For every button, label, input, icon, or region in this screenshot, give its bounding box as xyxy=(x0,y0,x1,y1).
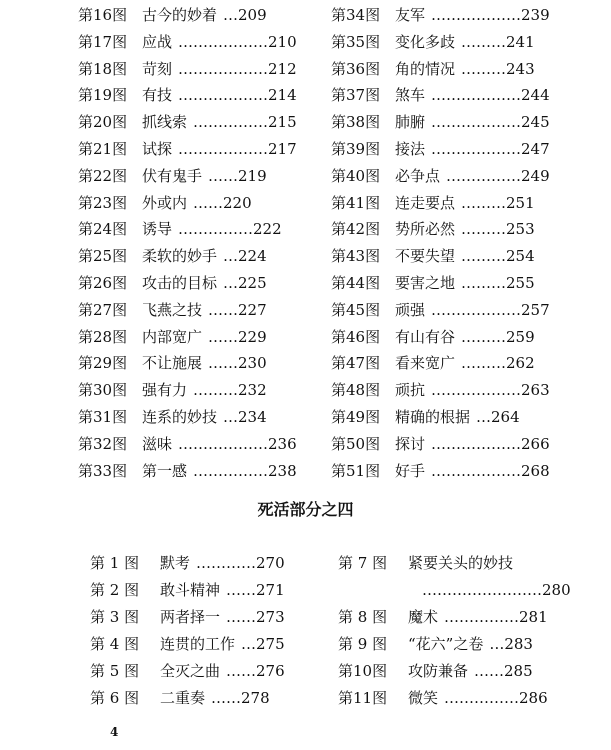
page-number-ref: 247 xyxy=(521,139,550,158)
toc-entry xyxy=(331,56,550,83)
figure-number: 第41图 xyxy=(331,193,381,212)
toc-entry xyxy=(331,270,550,297)
figure-title: 有山有谷 xyxy=(395,327,456,346)
figure-number: 第21图 xyxy=(78,139,128,158)
leader-dots: …… xyxy=(208,327,239,346)
figure-title: 敢斗精神 xyxy=(160,581,221,599)
figure-title: 魔术 xyxy=(408,608,439,626)
figure-title: 要害之地 xyxy=(395,273,456,292)
page-number-ref: 236 xyxy=(268,434,297,453)
toc-entry xyxy=(78,270,297,297)
leader-dots: ……………… xyxy=(431,86,522,105)
figure-number: 第 7 图 xyxy=(338,554,388,572)
toc-entry xyxy=(331,431,550,458)
figure-number: 第50图 xyxy=(331,434,381,453)
figure-number: 第51图 xyxy=(331,461,381,480)
figure-number: 第 1 图 xyxy=(90,554,140,572)
leader-dots: ……… xyxy=(461,273,507,292)
figure-number: 第39图 xyxy=(331,139,381,158)
page-number-ref: 249 xyxy=(521,166,550,185)
leader-dots: ……………… xyxy=(178,434,269,453)
page-number-ref: 254 xyxy=(506,247,535,266)
figure-title: 柔软的妙手 xyxy=(142,247,218,266)
toc-column-left xyxy=(78,2,297,484)
page-number-ref: 280 xyxy=(542,581,571,599)
figure-title: 势所必然 xyxy=(395,220,456,239)
figure-title: 飞燕之技 xyxy=(142,300,203,319)
figure-title: 攻防兼备 xyxy=(408,662,469,680)
figure-number: 第47图 xyxy=(331,354,381,373)
figure-title: 顽抗 xyxy=(395,381,426,400)
toc-entry xyxy=(331,109,550,136)
leader-dots: …… xyxy=(208,354,239,373)
figure-title: 煞车 xyxy=(395,86,426,105)
leader-dots: ……………… xyxy=(431,381,522,400)
page-number-ref: 229 xyxy=(238,327,267,346)
page-number-ref: 220 xyxy=(223,193,252,212)
toc-entry xyxy=(338,658,571,685)
toc-entry xyxy=(90,550,285,577)
leader-dots: …………… xyxy=(444,689,520,707)
leader-dots: ……………… xyxy=(431,139,522,158)
figure-title: 默考 xyxy=(160,554,191,572)
leader-dots: ……… xyxy=(461,193,507,212)
figure-title: 接法 xyxy=(395,139,426,158)
leader-dots: …………………… xyxy=(422,581,542,599)
figure-number: 第46图 xyxy=(331,327,381,346)
leader-dots: … xyxy=(223,247,239,266)
toc-entry xyxy=(331,377,550,404)
figure-title: 探讨 xyxy=(395,434,426,453)
leader-dots: ……… xyxy=(461,247,507,266)
page-number-ref: 245 xyxy=(521,113,550,132)
page-number-ref: 281 xyxy=(519,608,548,626)
toc-entry xyxy=(90,658,285,685)
figure-title: 连贯的工作 xyxy=(160,635,236,653)
figure-number: 第40图 xyxy=(331,166,381,185)
leader-dots: … xyxy=(223,273,239,292)
page-number-ref: 219 xyxy=(238,166,267,185)
page-number-ref: 286 xyxy=(519,689,548,707)
figure-title: 两者择一 xyxy=(160,608,221,626)
leader-dots: ……………… xyxy=(431,300,522,319)
figure-number: 第 9 图 xyxy=(338,635,388,653)
figure-number: 第 6 图 xyxy=(90,689,140,707)
figure-number: 第42图 xyxy=(331,220,381,239)
page-number-ref: 217 xyxy=(268,139,297,158)
leader-dots: …… xyxy=(226,662,257,680)
page-footer-number: 4 xyxy=(110,725,119,739)
toc-entry xyxy=(331,190,550,217)
leader-dots: …… xyxy=(193,193,224,212)
toc-entries xyxy=(338,604,571,712)
leader-dots: …………… xyxy=(178,220,254,239)
figure-number: 第26图 xyxy=(78,273,128,292)
toc-entry xyxy=(331,458,550,485)
figure-number: 第30图 xyxy=(78,381,128,400)
figure-number: 第 8 图 xyxy=(338,608,388,626)
leader-dots: …………… xyxy=(193,113,269,132)
leader-dots: …………… xyxy=(444,608,520,626)
page-number-ref: 285 xyxy=(504,662,533,680)
figure-number: 第 5 图 xyxy=(90,662,140,680)
page-number-ref: 257 xyxy=(521,300,550,319)
figure-title: 角的情况 xyxy=(395,59,456,78)
figure-number: 第11图 xyxy=(338,689,388,707)
toc-entry xyxy=(331,82,550,109)
figure-number: 第19图 xyxy=(78,86,128,105)
toc-entry xyxy=(78,190,297,217)
page-number-ref: 215 xyxy=(268,113,297,132)
page-number-ref: 210 xyxy=(268,32,297,51)
page-number-ref: 283 xyxy=(504,635,533,653)
toc-entry xyxy=(338,550,571,577)
page-number-ref: 263 xyxy=(521,381,550,400)
figure-number: 第25图 xyxy=(78,247,128,266)
toc-column-bottom-right xyxy=(338,550,571,712)
figure-number: 第 2 图 xyxy=(90,581,140,599)
figure-title: 精确的根据 xyxy=(395,407,471,426)
figure-title: 看来宽广 xyxy=(395,354,456,373)
figure-title: 微笑 xyxy=(408,689,439,707)
page-number-ref: 270 xyxy=(256,554,285,572)
leader-dots: ……… xyxy=(461,59,507,78)
page-number-ref: 212 xyxy=(268,59,297,78)
figure-title: 肺腑 xyxy=(395,113,426,132)
figure-number: 第18图 xyxy=(78,59,128,78)
figure-title: 滋味 xyxy=(142,434,173,453)
figure-number: 第49图 xyxy=(331,407,381,426)
page-number-ref: 271 xyxy=(256,581,285,599)
figure-title: 不要失望 xyxy=(395,247,456,266)
figure-title: 攻击的目标 xyxy=(142,273,218,292)
figure-number: 第29图 xyxy=(78,354,128,373)
leader-dots: ……………… xyxy=(178,86,269,105)
figure-number: 第28图 xyxy=(78,327,128,346)
page-number-ref: 234 xyxy=(238,407,267,426)
figure-number: 第36图 xyxy=(331,59,381,78)
figure-number: 第24图 xyxy=(78,220,128,239)
page-number-ref: 243 xyxy=(506,59,535,78)
figure-number: 第23图 xyxy=(78,193,128,212)
figure-number: 第32图 xyxy=(78,434,128,453)
figure-number: 第27图 xyxy=(78,300,128,319)
leader-dots: … xyxy=(223,407,239,426)
leader-dots: ……………… xyxy=(178,59,269,78)
toc-entry xyxy=(78,297,297,324)
leader-dots: …… xyxy=(226,608,257,626)
toc-entry xyxy=(338,604,571,631)
leader-dots: ……………… xyxy=(178,32,269,51)
figure-number: 第33图 xyxy=(78,461,128,480)
figure-title: 诱导 xyxy=(142,220,173,239)
toc-entry xyxy=(78,404,297,431)
toc-entry xyxy=(78,458,297,485)
leader-dots: …… xyxy=(474,662,505,680)
toc-entry xyxy=(78,109,297,136)
figure-number: 第44图 xyxy=(331,273,381,292)
page-number-ref: 244 xyxy=(521,86,550,105)
page-number-ref: 227 xyxy=(238,300,267,319)
figure-number: 第35图 xyxy=(331,32,381,51)
figure-title: 有技 xyxy=(142,86,173,105)
page-number-ref: 214 xyxy=(268,86,297,105)
figure-title: 变化多歧 xyxy=(395,32,456,51)
toc-entry xyxy=(78,377,297,404)
toc-entry xyxy=(78,216,297,243)
toc-entry xyxy=(78,29,297,56)
figure-title: 苛刻 xyxy=(142,59,173,78)
leader-dots: ……………… xyxy=(431,113,522,132)
page-number-ref: 255 xyxy=(506,273,535,292)
figure-number: 第10图 xyxy=(338,662,388,680)
leader-dots: ……………… xyxy=(178,139,269,158)
leader-dots: … xyxy=(476,407,492,426)
page-number-ref: 222 xyxy=(253,220,282,239)
page-number-ref: 264 xyxy=(491,407,520,426)
leader-dots: … xyxy=(241,635,257,653)
toc-entry xyxy=(90,685,285,712)
leader-dots: ……………… xyxy=(431,461,522,480)
figure-title: 试探 xyxy=(142,139,173,158)
figure-title: 必争点 xyxy=(395,166,441,185)
page-number-ref: 232 xyxy=(238,381,267,400)
leader-dots: ……… xyxy=(461,327,507,346)
leader-dots: …………… xyxy=(193,461,269,480)
toc-entry xyxy=(78,56,297,83)
toc-entry-continuation xyxy=(338,577,571,604)
toc-entry xyxy=(78,136,297,163)
leader-dots: ……………… xyxy=(431,434,522,453)
figure-title: 全灭之曲 xyxy=(160,662,221,680)
toc-entry xyxy=(78,350,297,377)
page-number-ref: 224 xyxy=(238,247,267,266)
leader-dots: ……… xyxy=(193,381,239,400)
page-number-ref: 238 xyxy=(268,461,297,480)
leader-dots: …… xyxy=(208,166,239,185)
toc-entry xyxy=(338,685,571,712)
page-number-ref: 275 xyxy=(256,635,285,653)
toc-entry xyxy=(78,82,297,109)
toc-entry xyxy=(338,631,571,658)
figure-number: 第43图 xyxy=(331,247,381,266)
page-number-ref: 278 xyxy=(241,689,270,707)
toc-entry xyxy=(78,243,297,270)
page-number-ref: 239 xyxy=(521,6,550,24)
leader-dots: …… xyxy=(226,581,257,599)
toc-entry xyxy=(331,350,550,377)
leader-dots: ……………… xyxy=(431,6,522,24)
section-heading: 死活部分之四 xyxy=(257,500,354,519)
toc-entry xyxy=(331,404,550,431)
page-number-ref: 225 xyxy=(238,273,267,292)
leader-dots: ……… xyxy=(461,32,507,51)
page-number-ref: 253 xyxy=(506,220,535,239)
figure-number: 第20图 xyxy=(78,113,128,132)
page-number-ref: 266 xyxy=(521,434,550,453)
toc-entry xyxy=(331,324,550,351)
leader-dots: …… xyxy=(208,300,239,319)
leader-dots: ………… xyxy=(196,554,257,572)
toc-entry xyxy=(78,431,297,458)
figure-title: 紧要关头的妙技 xyxy=(408,554,514,572)
figure-number: 第48图 xyxy=(331,381,381,400)
toc-entry xyxy=(331,163,550,190)
figure-number: 第 4 图 xyxy=(90,635,140,653)
leader-dots: … xyxy=(223,6,239,24)
toc-column-bottom-left xyxy=(90,550,285,712)
toc-entry xyxy=(90,631,285,658)
toc-entry xyxy=(331,29,550,56)
toc-entry xyxy=(331,136,550,163)
figure-title: 好手 xyxy=(395,461,426,480)
figure-title: 二重奏 xyxy=(160,689,206,707)
figure-title: 外或内 xyxy=(142,193,188,212)
figure-title: 强有力 xyxy=(142,381,188,400)
toc-entry xyxy=(78,2,297,29)
figure-number: 第31图 xyxy=(78,407,128,426)
leader-dots: … xyxy=(489,635,505,653)
figure-title: 抓线索 xyxy=(142,113,188,132)
figure-title: 友军 xyxy=(395,6,426,24)
toc-entry xyxy=(78,324,297,351)
figure-number: 第34图 xyxy=(331,6,381,24)
page-number-ref: 262 xyxy=(506,354,535,373)
toc-entry xyxy=(90,604,285,631)
figure-title: 应战 xyxy=(142,32,173,51)
page-number-ref: 251 xyxy=(506,193,535,212)
figure-title: 不让施展 xyxy=(142,354,203,373)
toc-entry xyxy=(331,2,550,29)
leader-dots: …… xyxy=(211,689,242,707)
figure-number: 第22图 xyxy=(78,166,128,185)
figure-title: 连系的妙技 xyxy=(142,407,218,426)
figure-number: 第16图 xyxy=(78,6,128,24)
figure-number: 第 3 图 xyxy=(90,608,140,626)
figure-number: 第45图 xyxy=(331,300,381,319)
figure-title: “花六”之卷 xyxy=(408,635,484,653)
toc-entry xyxy=(331,216,550,243)
figure-title: 第一感 xyxy=(142,461,188,480)
figure-title: 伏有鬼手 xyxy=(142,166,203,185)
page-number-ref: 209 xyxy=(238,6,267,24)
figure-title: 连走要点 xyxy=(395,193,456,212)
figure-number: 第17图 xyxy=(78,32,128,51)
page-number-ref: 230 xyxy=(238,354,267,373)
toc-entry xyxy=(331,243,550,270)
page-number-ref: 276 xyxy=(256,662,285,680)
leader-dots: ……… xyxy=(461,354,507,373)
page-number-ref: 259 xyxy=(506,327,535,346)
page-number-ref: 268 xyxy=(521,461,550,480)
figure-title: 古今的妙着 xyxy=(142,6,218,24)
toc-entry xyxy=(78,163,297,190)
figure-title: 内部宽广 xyxy=(142,327,203,346)
toc-entry xyxy=(331,297,550,324)
page-number-ref: 273 xyxy=(256,608,285,626)
toc-entry xyxy=(90,577,285,604)
leader-dots: ……… xyxy=(461,220,507,239)
figure-title: 顽强 xyxy=(395,300,426,319)
figure-number: 第38图 xyxy=(331,113,381,132)
toc-column-right xyxy=(331,2,550,484)
page-number-ref: 241 xyxy=(506,32,535,51)
leader-dots: …………… xyxy=(446,166,522,185)
figure-number: 第37图 xyxy=(331,86,381,105)
